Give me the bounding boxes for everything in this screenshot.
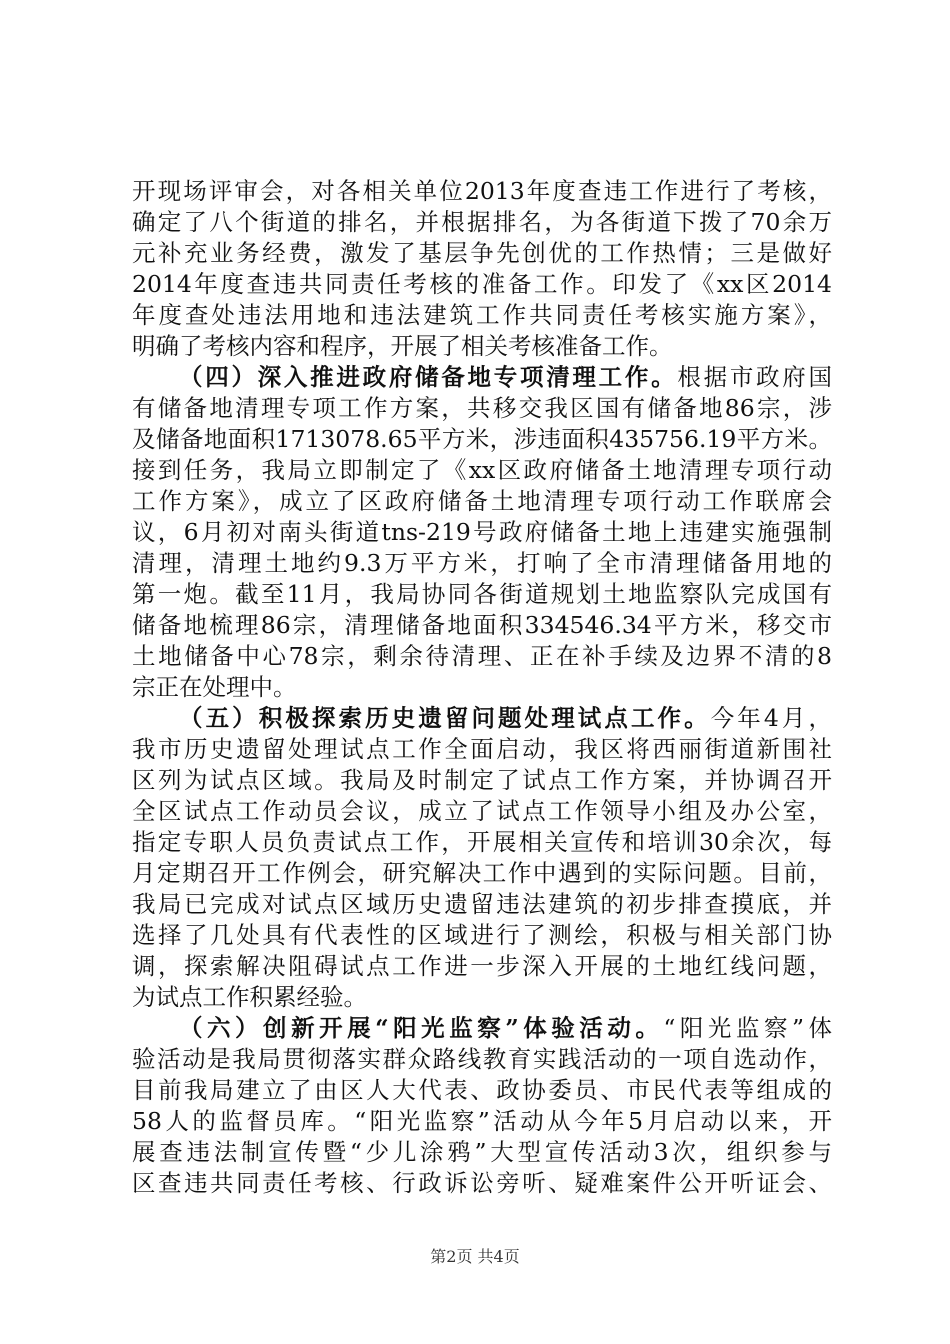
text-line: 确定了八个街道的排名，并根据排名，为各街道下拨了70余万 <box>132 208 832 236</box>
text-line: 宗正在处理中。 <box>132 673 297 701</box>
section-text: 根据市政府国 <box>677 363 832 391</box>
text-line: 及储备地面积1713078.65平方米，涉违面积435756.19平方米。 <box>132 425 832 453</box>
text-line: 全区试点工作动员会议，成立了试点工作领导小组及办公室， <box>132 797 832 825</box>
section-heading-line <box>132 362 832 393</box>
section-heading: （五）积极探索历史遗留问题处理试点工作。 <box>179 704 711 732</box>
text-line: 展查违法制宣传暨“少儿涂鸦”大型宣传活动3次，组织参与 <box>132 1138 832 1166</box>
text-line: 调，探索解决阻碍试点工作进一步深入开展的土地红线问题， <box>132 952 832 980</box>
section-heading-line <box>132 703 832 734</box>
document-body <box>132 176 832 1199</box>
text-line: 指定专职人员负责试点工作，开展相关宣传和培训30余次，每 <box>132 828 832 856</box>
text-line: 选择了几处具有代表性的区域进行了测绘，积极与相关部门协 <box>132 921 832 949</box>
text-line: 58人的监督员库。“阳光监察”活动从今年5月启动以来，开 <box>132 1107 832 1135</box>
text-line: 有储备地清理专项工作方案，共移交我区国有储备地86宗，涉 <box>132 394 832 422</box>
text-line: 清理，清理土地约9.3万平方米，打响了全市清理储备用地的 <box>132 549 832 577</box>
text-line: 为试点工作积累经验。 <box>132 983 367 1011</box>
text-line: 储备地梳理86宗，清理储备地面积334546.34平方米，移交市 <box>132 611 832 639</box>
text-line: 2014年度查违共同责任考核的准备工作。印发了《xx区2014 <box>132 270 832 298</box>
text-line: 年度查处违法用地和违法建筑工作共同责任考核实施方案》， <box>132 301 832 329</box>
text-line: 区列为试点区域。我局及时制定了试点工作方案，并协调召开 <box>132 766 832 794</box>
text-line: 验活动是我局贯彻落实群众路线教育实践活动的一项自选动作， <box>132 1045 832 1073</box>
text-line: 工作方案》，成立了区政府储备土地清理专项行动工作联席会 <box>132 487 832 515</box>
text-line: 元补充业务经费，激发了基层争先创优的工作热情；三是做好 <box>132 239 832 267</box>
text-line: 第一炮。截至11月，我局协同各街道规划土地监察队完成国有 <box>132 580 832 608</box>
text-line: 议，6月初对南头街道tns-219号政府储备土地上违建实施强制 <box>132 518 832 546</box>
section-heading-line <box>132 1013 832 1044</box>
section-text: “阳光监察”体 <box>663 1014 832 1042</box>
text-line: 开现场评审会，对各相关单位2013年度查违工作进行了考核， <box>132 177 832 205</box>
text-line: 接到任务，我局立即制定了《xx区政府储备土地清理专项行动 <box>132 456 832 484</box>
text-line: 明确了考核内容和程序，开展了相关考核准备工作。 <box>132 332 673 360</box>
text-line: 月定期召开工作例会，研究解决工作中遇到的实际问题。目前， <box>132 859 832 887</box>
text-line: 目前我局建立了由区人大代表、政协委员、市民代表等组成的 <box>132 1076 832 1104</box>
section-text: 今年4月， <box>710 704 832 732</box>
text-line: 区查违共同责任考核、行政诉讼旁听、疑难案件公开听证会、 <box>132 1169 832 1197</box>
section-heading: （六）创新开展“阳光监察”体验活动。 <box>179 1014 664 1042</box>
text-line: 土地储备中心78宗，剩余待清理、正在补手续及边界不清的8 <box>132 642 832 670</box>
text-line: 我市历史遗留处理试点工作全面启动，我区将西丽街道新围社 <box>132 735 832 763</box>
text-line: 我局已完成对试点区域历史遗留违法建筑的初步排查摸底，并 <box>132 890 832 918</box>
section-heading: （四）深入推进政府储备地专项清理工作。 <box>179 363 678 391</box>
page-footer: 第2页 共4页 <box>430 1247 520 1266</box>
